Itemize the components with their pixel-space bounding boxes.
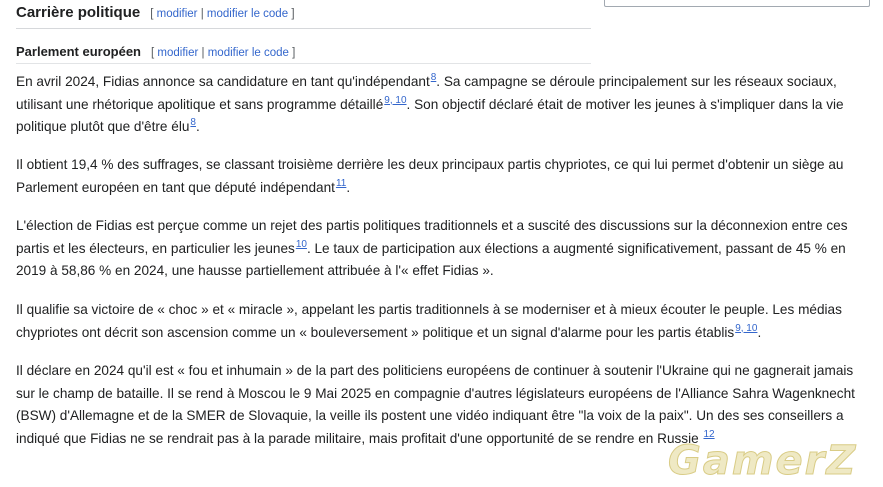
reference-link[interactable]: 8: [430, 72, 437, 83]
reference-link[interactable]: 8: [190, 117, 196, 129]
subsection-edit-code-link[interactable]: modifier le code: [207, 47, 289, 59]
paragraph-ukraine-moscou: Il déclare en 2024 qu'il est « fou et inhumain » de la part des politiciens européens de continuer à soutenir l'Ukraine qui ne gagnerait jamais sur le champ de bataille. Il se rend à Moscou le 9 Mai 2025 en compagnie d'autres législateurs européens de l'Alliance Sahra Wagenknecht (BSW) d'Allemagne et de la SMER de Slovaquie, la veille ils postent une vidéo indiquant être "la voix de la paix". Un des ses conseillers a indiqué que Fidias ne se rendrait pas à la parade militaire, mais profitait d'une opportunité de se rendre en Russie $^{12}$: [16, 363, 855, 446]
subsection-heading-parlement-europeen: [16, 43, 591, 64]
reference-link[interactable]: 9, 10: [735, 322, 758, 334]
infobox-edge: [604, 0, 870, 7]
section-edit-link[interactable]: modifier: [156, 8, 198, 20]
paragraph-candidature: En avril 2024, Fidias annonce sa candidature en tant qu'indépendant$^8$. Sa campagne se déroule principalement sur les réseaux sociaux, utilisant une rhétorique apolitique et sans programme détaillé$^{9, 10}$. Son objectif déclaré était de motiver les jeunes à s'impliquer dans la vie politique plutôt que d'être élu$^8$.: [16, 72, 844, 135]
paragraph-victoire: Il qualifie sa victoire de « choc » et « miracle », appelant les partis traditionnels à se moderniser et à mieux écouter le peuple. Les médias chypriotes ont décrit son ascension comme un « bouleversement » politique et un signal d'alarme pour les partis établis$^{9, 10}$.: [16, 302, 842, 340]
reference-link[interactable]: 12: [703, 428, 715, 440]
reference-link[interactable]: 10: [295, 238, 307, 250]
reference-link[interactable]: 9, 10: [384, 94, 407, 106]
subsection-edit-links: [ modifier | modifier le code ]: [151, 47, 296, 59]
section-title: Carrière politique: [16, 4, 141, 21]
watermark-logo: GamerZ: [668, 438, 858, 484]
paragraph-election: L'élection de Fidias est perçue comme un rejet des partis politiques traditionnels et a suscité des discussions sur la déconnexion entre ces partis et les électeurs, en particulier les jeunes$^{10}$. Le taux de participation aux élections a augmenté significativement, passant de 45 % en 2019 à 58,86 % en 2024, une hausse partiellement attribuée à l'« effet Fidias ».: [16, 218, 848, 279]
section-heading-carriere-politique: [16, 4, 591, 29]
reference-link[interactable]: 11: [335, 177, 347, 189]
paragraph-resultat: Il obtient 19,4 % des suffrages, se classant troisième derrière les deux principaux partis chypriotes, ce qui lui permet d'obtenir un siège au Parlement européen en tant que député indépendant$^{11}$.: [16, 157, 844, 195]
section-edit-code-link[interactable]: modifier le code: [206, 8, 289, 20]
subsection-title: Parlement européen: [16, 44, 141, 59]
subsection-edit-link[interactable]: modifier: [157, 47, 199, 59]
section-edit-links: [ modifier | modifier le code ]: [150, 8, 295, 20]
